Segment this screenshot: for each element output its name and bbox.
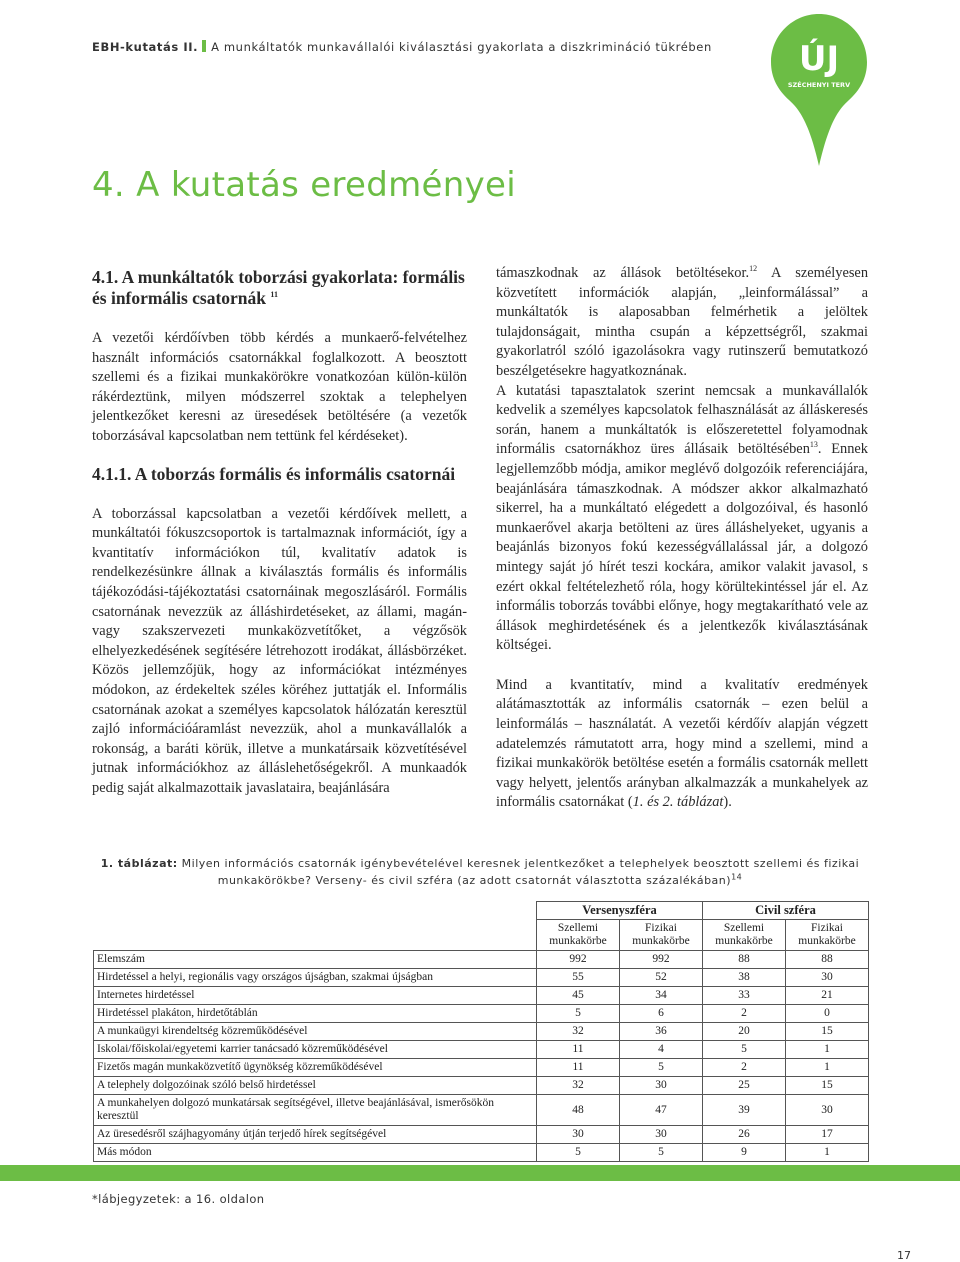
table-cell: 9 xyxy=(703,1144,786,1162)
table-cell: 2 xyxy=(703,1059,786,1077)
uj-szechenyi-terv-logo xyxy=(771,14,867,166)
table-cell: 5 xyxy=(537,1005,620,1023)
table-row xyxy=(94,1041,869,1059)
chapter-title: 4. A kutatás eredményei xyxy=(92,165,516,205)
table-cell: 30 xyxy=(786,969,869,987)
row-label: Hirdetéssel plakáton, hirdetőtáblán xyxy=(94,1005,537,1023)
table-row xyxy=(94,1005,869,1023)
data-table xyxy=(93,901,869,1162)
column-header: Szellemi munkakörbe xyxy=(703,920,786,951)
header-divider xyxy=(202,40,206,52)
table-cell: 15 xyxy=(786,1077,869,1095)
table-cell: 88 xyxy=(786,951,869,969)
table-cell: 33 xyxy=(703,987,786,1005)
table-row xyxy=(94,969,869,987)
text-run: ). xyxy=(723,794,732,811)
table-cell: 2 xyxy=(703,1005,786,1023)
section-title-text: 4.1. A munkáltatók toborzási gyakorlata: formális és informális csatornák xyxy=(92,267,465,308)
table-row xyxy=(94,1023,869,1041)
table-cell: 11 xyxy=(537,1041,620,1059)
text-run: A kutatási tapasztalatok szerint nemcsak a munkavállalók kedvelik a személyes kapcsolatok felhasználását az álláskeresés során, hanem a munkáltatók is előszeretettel folyamodnak informális csatornákhoz üres állásaik betöltésében xyxy=(496,382,868,458)
table-row xyxy=(94,1059,869,1077)
header-title: A munkáltatók munkavállalói kiválasztási gyakorlata a diszkrimináció tükrében xyxy=(211,40,712,54)
table-cell: 55 xyxy=(537,969,620,987)
table-corner xyxy=(94,902,537,951)
table-row xyxy=(94,1095,869,1126)
right-column xyxy=(496,264,868,813)
table-cell: 992 xyxy=(537,951,620,969)
row-label: A munkaügyi kirendeltség közreműködésével xyxy=(94,1023,537,1041)
table-row xyxy=(94,951,869,969)
table-cell: 1 xyxy=(786,1059,869,1077)
table-cell: 0 xyxy=(786,1005,869,1023)
group-header-civil-szfera: Civil szféra xyxy=(703,902,869,920)
table-row xyxy=(94,1126,869,1144)
table-cell: 6 xyxy=(620,1005,703,1023)
row-label: Iskolai/főiskolai/egyetemi karrier tanácsadó közreműködésével xyxy=(94,1041,537,1059)
left-column xyxy=(92,267,467,798)
table-cell: 45 xyxy=(537,987,620,1005)
table-cell: 30 xyxy=(786,1095,869,1126)
column-header: Fizikai munkakörbe xyxy=(786,920,869,951)
text-run: A személyesen közvetített információk alapján, „leinformálással” a munkáltatók is alaposabban felmérhetik a jelöltek tulajdonságait, mintha csupán a képzettségről, szakmai gyakorlatról szóló igazolásokra vagy rutinszerű bemutatkozó beszélgetésekre hagyatkoznának. xyxy=(496,265,869,379)
column-header: Szellemi munkakörbe xyxy=(537,920,620,951)
table-cell: 5 xyxy=(703,1041,786,1059)
table-cell: 21 xyxy=(786,987,869,1005)
paragraph: A toborzással kapcsolatban a vezetői kérdőívek mellett, a munkáltatói fókuszcsoportok is tartalmaznak információt, így a kvantitatív információkon túl, kvalitatív adatok is rendelkezésünkre állnak a kiválasztás formális és informális tájékozódási-tájékoztatási csatornáinak megoszlásáról. Formális csatornának nevezzük az álláshirdetéseket, az állami, magán- vagy szakszervezeti munkaközvetítőket, a végzősök elhelyezkedésének segítésére létrehozott irodákat, állásbörzéket. Közös jellemzőjük, hogy az információkat intézményes módokon, az érdekeltek széles köréhez juttatják el. Informális csatornának azokat a személyes kapcsolatok hálózatán keresztül zajló információáramlást nevezzük, ahol a munkavállalók a rokonság, a baráti körük, illetve a munkatársaik közvetítésével jutnak információkhoz az álláslehetőségekről. A munkaadók pedig saját alkalmazottaik javaslataira, beajánlására xyxy=(92,505,467,796)
running-header xyxy=(92,40,712,54)
row-label: A munkahelyen dolgozó munkatársak segítségével, illetve beajánlásával, ismerősökön keresztül xyxy=(94,1095,537,1126)
table-cell: 17 xyxy=(786,1126,869,1144)
paragraph xyxy=(496,264,868,382)
table-caption-label: 1. táblázat: xyxy=(100,857,178,870)
table-cell: 34 xyxy=(620,987,703,1005)
table-cell: 32 xyxy=(537,1023,620,1041)
page-number: 17 xyxy=(897,1249,911,1262)
table-cell: 30 xyxy=(537,1126,620,1144)
footnote-ref-11: 11 xyxy=(270,290,278,300)
header-series: EBH-kutatás II. xyxy=(92,40,199,54)
table-cell: 992 xyxy=(620,951,703,969)
footnote-ref-13: 13 xyxy=(809,440,818,450)
table-cell: 30 xyxy=(620,1077,703,1095)
row-label: Elemszám xyxy=(94,951,537,969)
text-run: . Ennek legjellemzőbb módja, amikor meglévő dolgozóik referenciájára, beajánlására támaszkodnak. A módszer akkor alkalmazható sikerrel, ha a munkáltató elégedett a dolgozóival, és hasonló munkaerővel akarja betölteni az üres álláshelyeket, ugyanis a beajánlás bizonyos fokú kezességvállalással jár, a dolgozó mintegy saját jó hírét teszi kockára, amikor valakit javasol, s ezért okkal feltételezhető róla, hogy körültekintéssel jár el. Az informális toborzás további előnye, hogy megtakarítható vele az állások meghirdetésének és a jelentkezők kiválasztásának költségei. xyxy=(496,441,868,654)
row-label: Hirdetéssel a helyi, regionális vagy országos újságban, szakmai újságban xyxy=(94,969,537,987)
table-cell: 47 xyxy=(620,1095,703,1126)
table-cell: 1 xyxy=(786,1144,869,1162)
paragraph: A vezetői kérdőívben több kérdés a munkaerő-felvételhez használt információs csatornákkal foglalkozott. A beosztott szellemi és a fizikai munkakörökre vonatkozóan külön-külön rákérdeztünk, milyen módszerrel szoktak a telephelyen jelentkezőket keresni az üresedések betöltésére (a vezetők toborzásával kapcsolatban nem tettünk fel kérdéseket). xyxy=(92,330,467,444)
table-cell: 11 xyxy=(537,1059,620,1077)
subsection-title: 4.1.1. A toborzás formális és informális csatornái xyxy=(92,463,456,484)
table-row xyxy=(94,987,869,1005)
table-cell: 52 xyxy=(620,969,703,987)
green-band xyxy=(0,1165,960,1181)
section-title xyxy=(92,267,467,309)
table-cell: 88 xyxy=(703,951,786,969)
table-cell: 5 xyxy=(620,1059,703,1077)
table-caption xyxy=(96,855,864,889)
row-label: Más módon xyxy=(94,1144,537,1162)
table-cell: 25 xyxy=(703,1077,786,1095)
text-run: Mind a kvantitatív, mind a kvalitatív eredmények alátámasztották az informális csatornák – ezen belül a leinformálás – használatát. A vezetői kérdőív alapján végzett adatelemzés rámutatott arra, hogy mind a szellemi, mind a fizikai munkakörök betöltése esetén a formális csatornák mellett vagy helyett, jelentős arányban alkalmazzák a munkahelyek az informális csatornákat ( xyxy=(496,676,868,811)
logo-main-text: ÚJ xyxy=(798,39,840,79)
row-label: Az üresedésről szájhagyomány útján terjedő hírek segítségével xyxy=(94,1126,537,1144)
table-cell: 36 xyxy=(620,1023,703,1041)
table-cell: 1 xyxy=(786,1041,869,1059)
row-label: Fizetős magán munkaközvetítő ügynökség közreműködésével xyxy=(94,1059,537,1077)
table-body xyxy=(94,951,869,1162)
table-cell: 38 xyxy=(703,969,786,987)
table-cell: 5 xyxy=(537,1144,620,1162)
footnote-pointer: *lábjegyzetek: a 16. oldalon xyxy=(92,1192,265,1206)
table-cell: 15 xyxy=(786,1023,869,1041)
table-row xyxy=(94,1077,869,1095)
logo-sub-text: SZÉCHENYI TERV xyxy=(787,81,851,89)
table-cell: 20 xyxy=(703,1023,786,1041)
text-run: támaszkodnak az állások betöltésekor. xyxy=(496,265,750,281)
paragraph xyxy=(496,382,868,656)
paragraph xyxy=(496,676,868,813)
footnote-ref-12: 12 xyxy=(749,264,758,274)
table-cell: 39 xyxy=(703,1095,786,1126)
table-cell: 32 xyxy=(537,1077,620,1095)
table-cell: 26 xyxy=(703,1126,786,1144)
row-label: Internetes hirdetéssel xyxy=(94,987,537,1005)
group-header-versenyszfera: Versenyszféra xyxy=(537,902,703,920)
footnote-ref-14: 14 xyxy=(731,872,743,882)
table-cell: 48 xyxy=(537,1095,620,1126)
column-header: Fizikai munkakörbe xyxy=(620,920,703,951)
table-reference: 1. és 2. táblázat xyxy=(632,794,724,811)
row-label: A telephely dolgozóinak szóló belső hirdetéssel xyxy=(94,1077,537,1095)
table-cell: 4 xyxy=(620,1041,703,1059)
table-cell: 30 xyxy=(620,1126,703,1144)
table-cell: 5 xyxy=(620,1144,703,1162)
table-row xyxy=(94,1144,869,1162)
table-caption-text: Milyen információs csatornák igénybevételével keresnek jelentkezőket a telephelyek beosztott szellemi és fizikai munkakörökbe? Verseny- és civil szféra (az adott csatornát választotta százalékában) xyxy=(177,857,860,887)
